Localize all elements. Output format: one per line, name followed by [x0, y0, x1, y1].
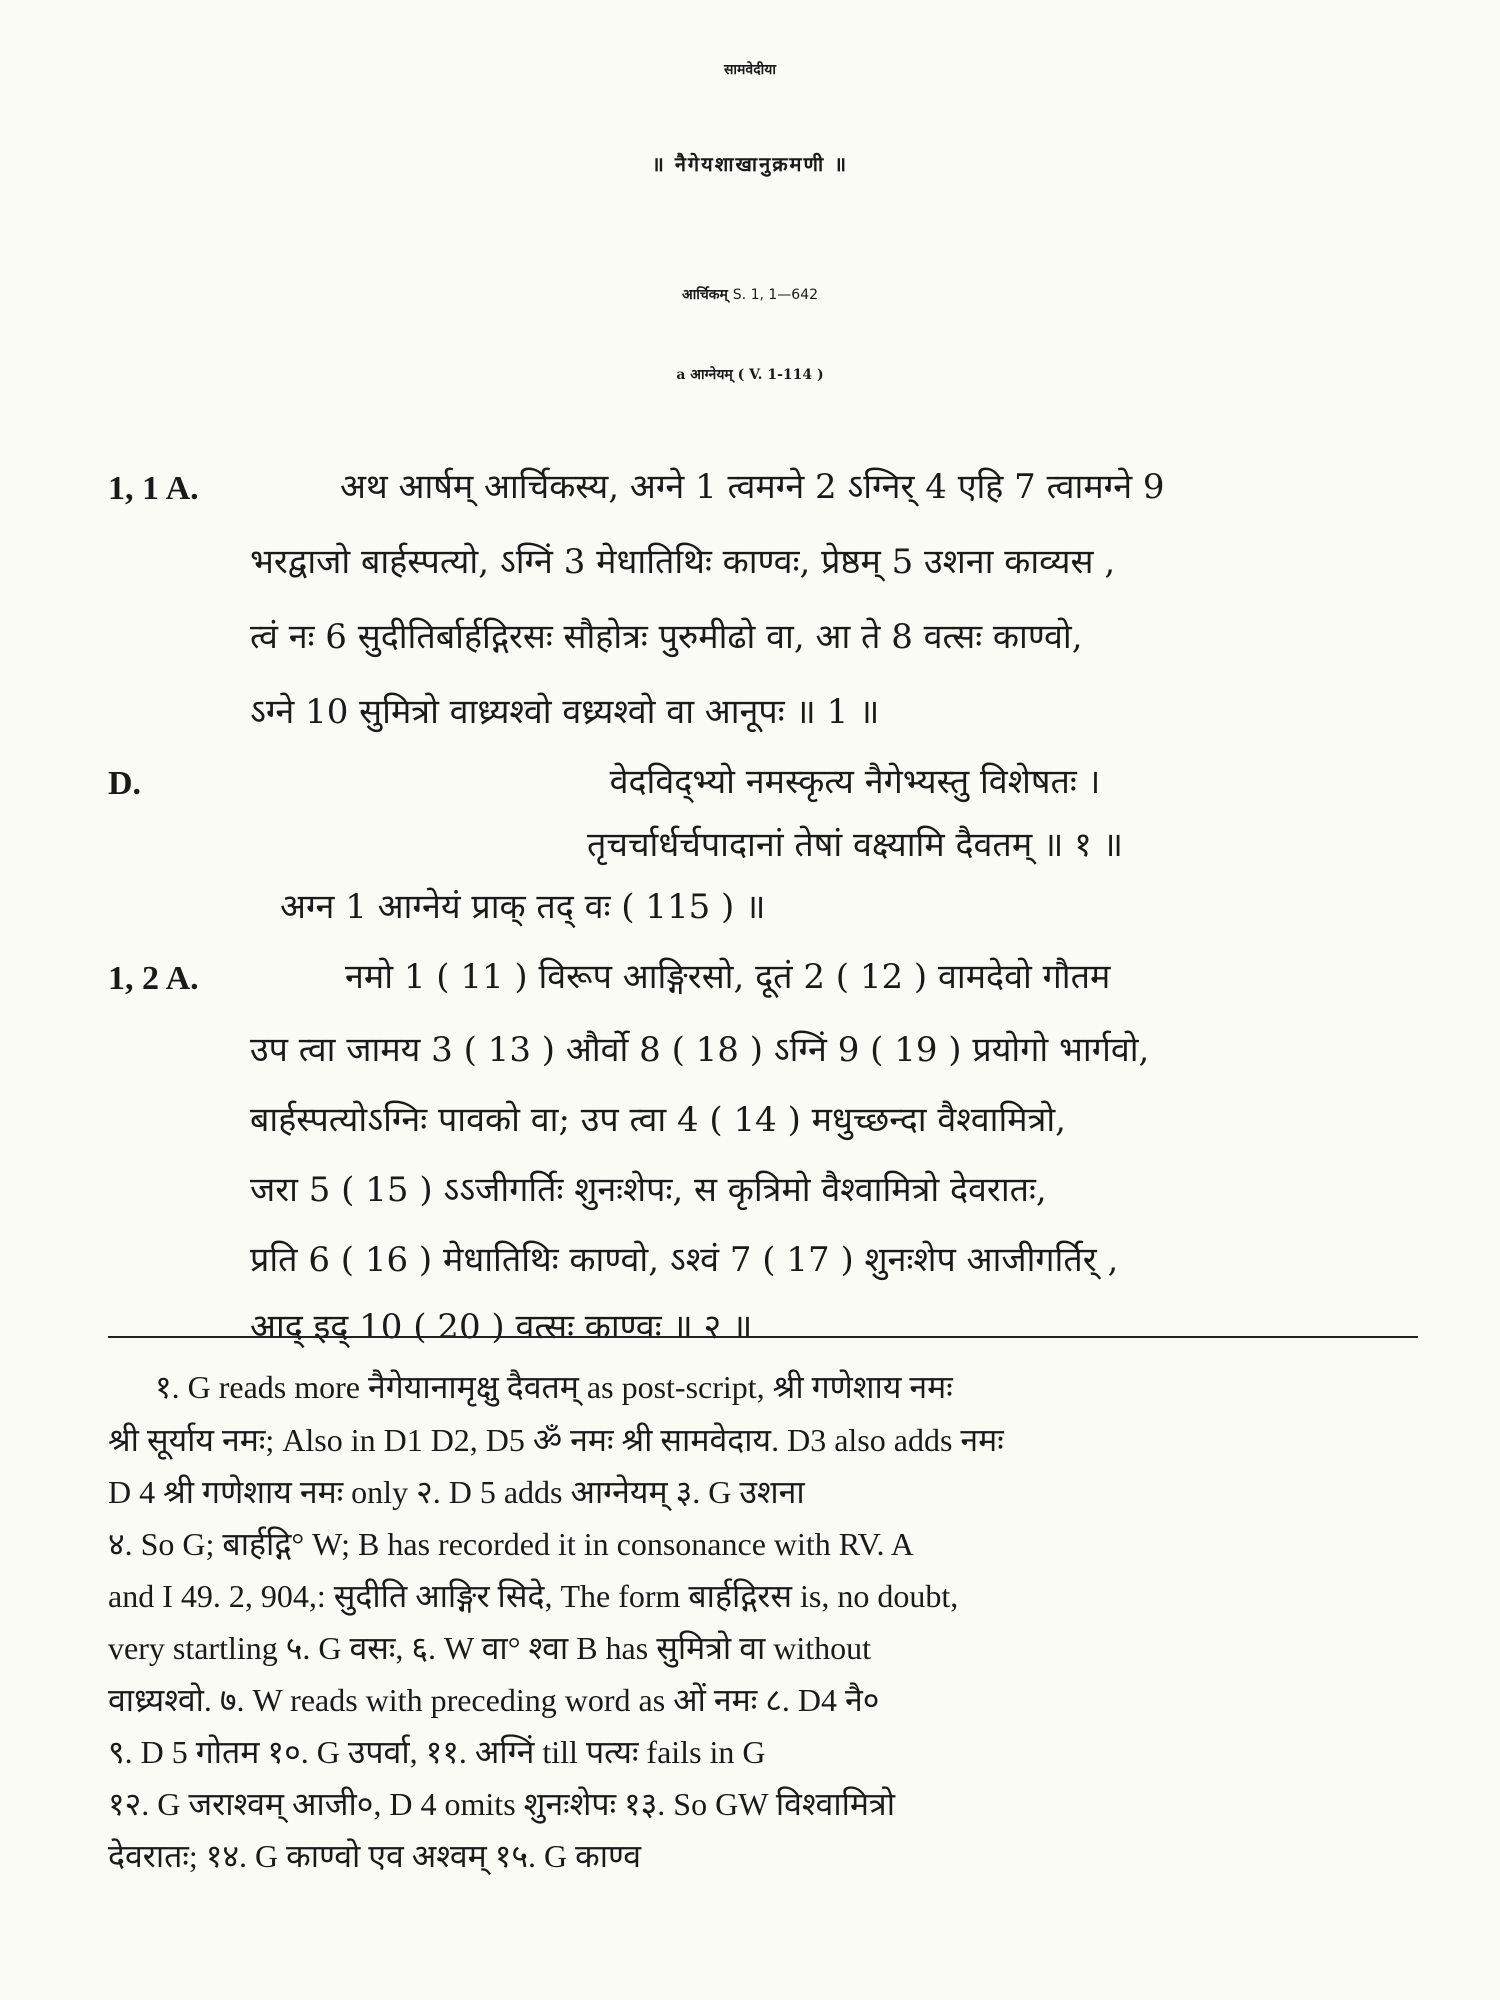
entry-label: D.: [108, 765, 142, 802]
footnote-line: श्री सूर्याय नमः; Also in D1 D2, D5 ॐ नमः श्री सामवेदाय. D3 also adds नमः: [108, 1422, 1004, 1458]
footnote-line: देवरातः; १४. G काण्वो एव अश्वम् १५. G काण्व: [108, 1838, 641, 1874]
verse-line: वेदविद्भ्यो नमस्कृत्य नैगेभ्यस्तु विशेषतः ।: [609, 762, 1101, 802]
entry-label: 1, 2 A.: [108, 960, 199, 997]
section-heading: [0, 285, 1500, 304]
entry-line: प्रति 6 ( 16 ) मेधातिथिः काण्वो, ऽश्वं 7 ( 17 ) शुनःशेप आजीगर्तिर् ,: [250, 1240, 1119, 1280]
footnote-line: ९. D 5 गोतम १०. G उपर्वा, ११. अग्निं till पत्यः fails in G: [108, 1734, 766, 1770]
entry-line: आद् इद् 10 ( 20 ) वत्सः काण्वः ॥ २ ॥: [250, 1307, 753, 1347]
footnote-line: very startling ५. G वसः, ६. W वा° श्वा B has सुमित्रो वा without: [108, 1630, 872, 1666]
entry-label: 1, 1 A.: [108, 470, 199, 507]
entry-line: त्वं नः 6 सुदीतिर्बार्हद्गिरसः सौहोत्रः पुरुमीढो वा, आ ते 8 वत्सः काण्वो,: [250, 617, 1083, 657]
entry-line: नमो 1 ( 11 ) विरूप आङ्गिरसो, दूतं 2 ( 12 ) वामदेवो गौतम: [345, 957, 1111, 997]
entry-line: अथ आर्षम् आर्चिकस्य, अग्ने 1 त्वमग्ने 2 ऽग्निर् 4 एहि 7 त्वामग्ने 9: [340, 467, 1165, 507]
verse-line: तृचर्चार्धर्चपादानां तेषां वक्ष्यामि दैवतम् ॥ १ ॥: [587, 825, 1123, 865]
document-title: ॥ नैगेयशाखानुक्रमणी ॥: [651, 152, 849, 176]
subsection-heading: a आग्नेयम् ( V. 1-114 ): [676, 367, 824, 383]
section-reference: S. 1, 1—642: [732, 287, 819, 303]
footnote-line: १. G reads more नैगेयानामृक्षु दैवतम् as post-script, श्री गणेशाय नमः: [155, 1369, 953, 1405]
entry-line: ऽग्ने 10 सुमित्रो वाध्र्यश्वो वध्र्यश्वो वा आनूपः ॥ 1 ॥: [250, 692, 880, 732]
section-name: आर्चिकम्: [681, 287, 728, 303]
entry-line: भरद्वाजो बार्हस्पत्यो, ऽग्निं 3 मेधातिथिः काण्वः, प्रेष्ठम् 5 उशना काव्यस ,: [250, 542, 1116, 582]
footnote-line: D 4 श्री गणेशाय नमः only २. D 5 adds आग्नेयम् ३. G उशना: [108, 1474, 805, 1510]
entry-line: अग्न 1 आग्नेयं प्राक् तद् वः ( 115 ) ॥: [280, 887, 766, 927]
footnote-divider: [108, 1336, 1418, 1338]
footnote-line: १२. G जराश्वम् आजी०, D 4 omits शुनःशेपः १३. So GW विश्वामित्रो: [108, 1786, 895, 1822]
footnote-line: वाध्र्यश्वो. ७. W reads with preceding word as ओं नमः ८. D4 नै०: [108, 1682, 880, 1718]
entry-line: जरा 5 ( 15 ) ऽऽजीगर्तिः शुनःशेपः, स कृत्रिमो वैश्वामित्रो देवरातः,: [250, 1170, 1047, 1210]
document-subtitle: सामवेदीया: [723, 62, 777, 78]
entry-line: उप त्वा जामय 3 ( 13 ) और्वो 8 ( 18 ) ऽग्निं 9 ( 19 ) प्रयोगो भार्गवो,: [250, 1030, 1150, 1070]
footnote-line: ४. So G; बार्हद्गि° W; B has recorded it in consonance with RV. A: [108, 1526, 914, 1562]
footnote-line: and I 49. 2, 904,: सुदीति आङ्गिर सिदे, The form बार्हद्गिरस is, no doubt,: [108, 1578, 959, 1614]
entry-line: बार्हस्पत्योऽग्निः पावको वा; उप त्वा 4 ( 14 ) मधुच्छन्दा वैश्वामित्रो,: [250, 1100, 1066, 1140]
